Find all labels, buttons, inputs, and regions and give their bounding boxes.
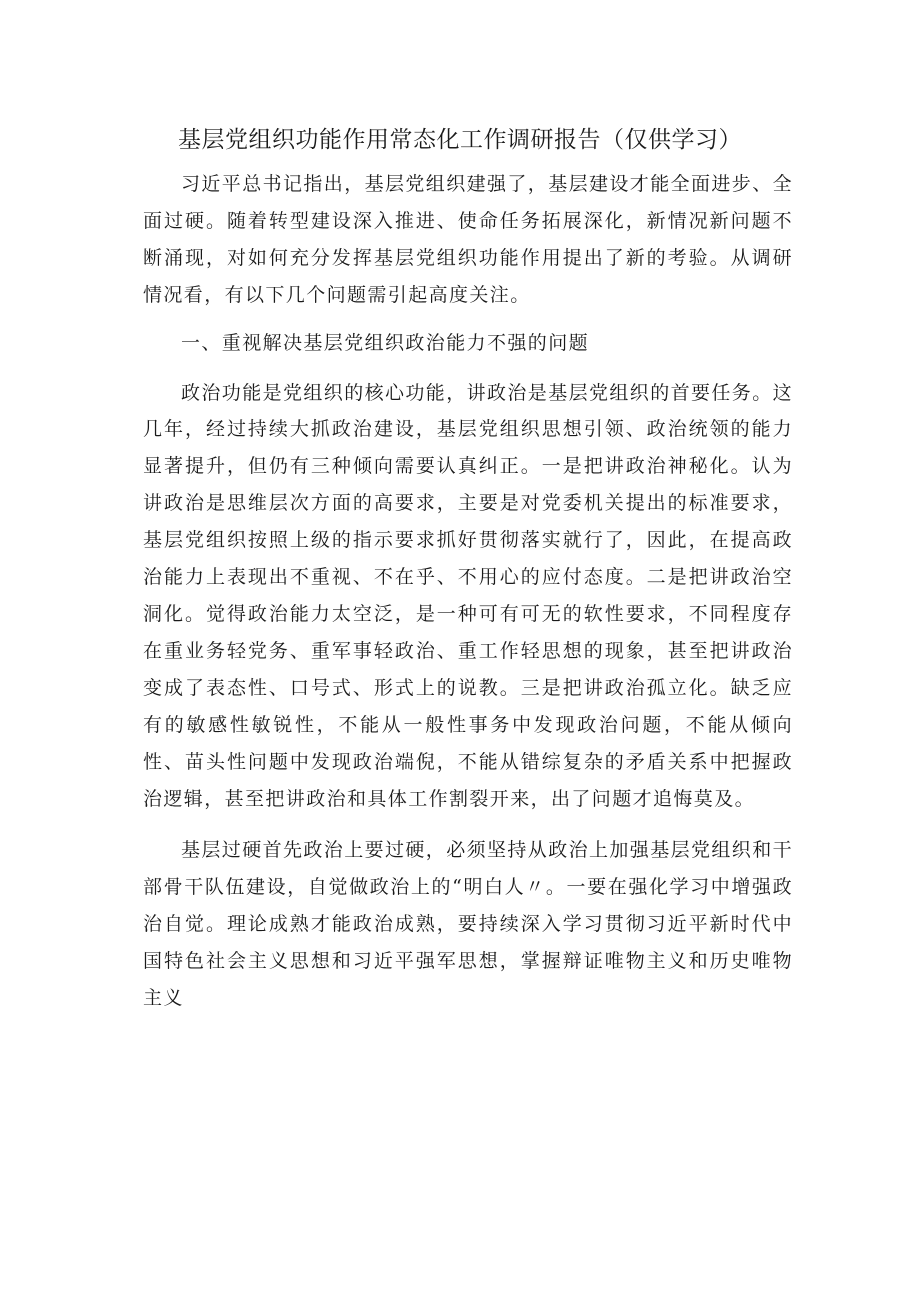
section-heading-1: 一、重视解决基层党组织政治能力不强的问题 [181,331,590,354]
document-title: 基层党组织功能作用常态化工作调研报告（仅供学习） [178,127,742,153]
paragraph-intro: 习近平总书记指出，基层党组织建强了，基层建设才能全面进步、全面过硬。随着转型建设深入推进、使命任务拓展深化，新情况新问题不断涌现，对如何充分发挥基层党组织功能作用提出了新的考验。从调研情况看，有以下几个问题需引起高度关注。 [143,173,794,306]
document-body [143,166,793,1017]
paragraph-political-function: 政治功能是党组织的核心功能，讲政治是基层党组织的首要任务。这几年，经过持续大抓政治建设，基层党组织思想引领、政治统领的能力显著提升，但仍有三种倾向需要认真纠正。一是把讲政治神秘化。认为讲政治是思维层次方面的高要求，主要是对党委机关提出的标准要求，基层党组织按照上级的指示要求抓好贯彻落实就行了，因此，在提高政治能力上表现出不重视、不在乎、不用心的应付态度。二是把讲政治空洞化。觉得政治能力太空泛，是一种可有可无的软性要求，不同程度存在重业务轻党务、重军事轻政治、重工作轻思想的现象，甚至把讲政治变成了表态性、口号式、形式上的说教。三是把讲政治孤立化。缺乏应有的敏感性敏锐性，不能从一般性事务中发现政治问题，不能从倾向性、苗头性问题中发现政治端倪，不能从错综复杂的矛盾关系中把握政治逻辑，甚至把讲政治和具体工作割裂开来，出了问题才追悔莫及。 [143,381,794,810]
paragraph-grassroots-politics: 基层过硬首先政治上要过硬，必须坚持从政治上加强基层党组织和干部骨干队伍建设，自觉做政治上的“明白人〃。一要在强化学习中增强政治自觉。理论成熟才能政治成熟，要持续深入学习贯彻习近平新时代中国特色社会主义思想和习近平强军思想，掌握辩证唯物主义和历史唯物主义 [143,839,794,1010]
